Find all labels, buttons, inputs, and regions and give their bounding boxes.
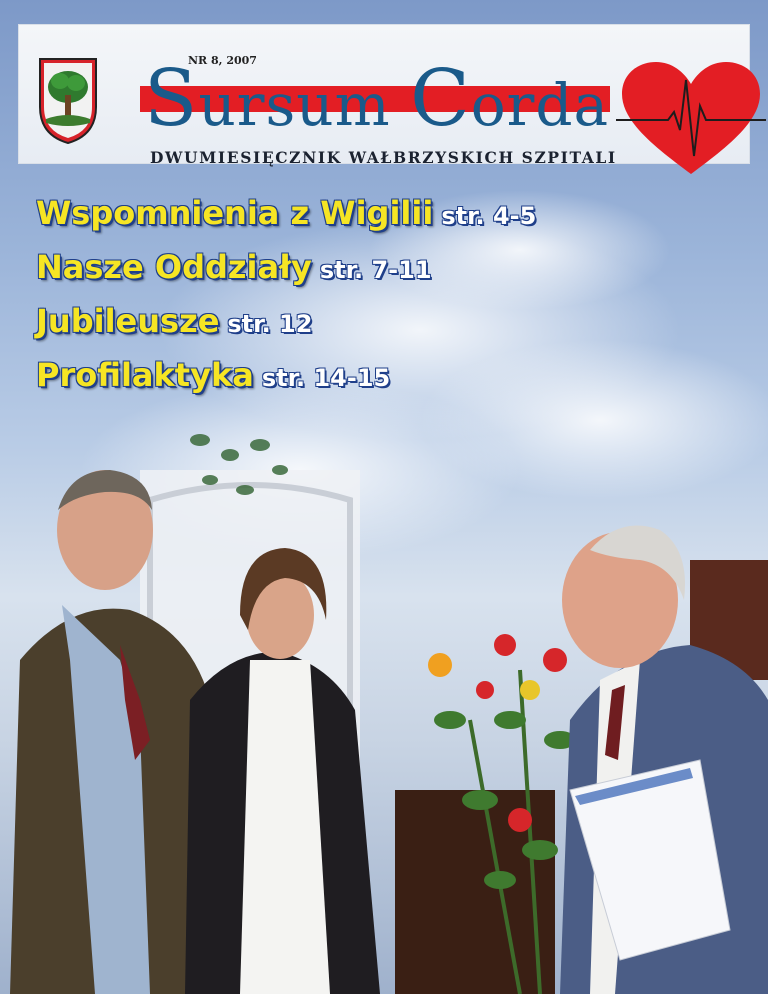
masthead <box>18 24 750 167</box>
cover-headlines <box>36 194 537 413</box>
headline-page: str. 4-5 <box>441 202 537 230</box>
headline-item[interactable] <box>36 302 536 359</box>
headline-item[interactable] <box>36 194 537 251</box>
title-part-1: ursum <box>198 71 411 139</box>
headline-title: Wspomnienia z Wigilii <box>36 194 434 232</box>
headline-page: str. 14-15 <box>261 364 391 392</box>
title-initial-c: C <box>410 54 471 144</box>
magazine-subtitle: DWUMIESIĘCZNIK WAŁBRZYSKICH SZPITALI <box>150 148 617 167</box>
headline-page: str. 7-11 <box>319 256 432 284</box>
headline-item[interactable] <box>36 248 536 305</box>
coat-of-arms-icon <box>38 57 98 145</box>
heart-ekg-icon <box>616 60 766 176</box>
headline-title: Nasze Oddziały <box>36 248 312 286</box>
title-part-2: orda <box>470 71 610 139</box>
headline-title: Jubileusze <box>36 302 220 340</box>
cover-photo <box>0 400 768 994</box>
issue-number: NR 8, 2007 <box>188 54 257 67</box>
title-initial-s: S <box>144 54 199 144</box>
headline-page: str. 12 <box>227 310 313 338</box>
magazine-title <box>144 54 610 144</box>
headline-title: Profilaktyka <box>36 356 254 394</box>
